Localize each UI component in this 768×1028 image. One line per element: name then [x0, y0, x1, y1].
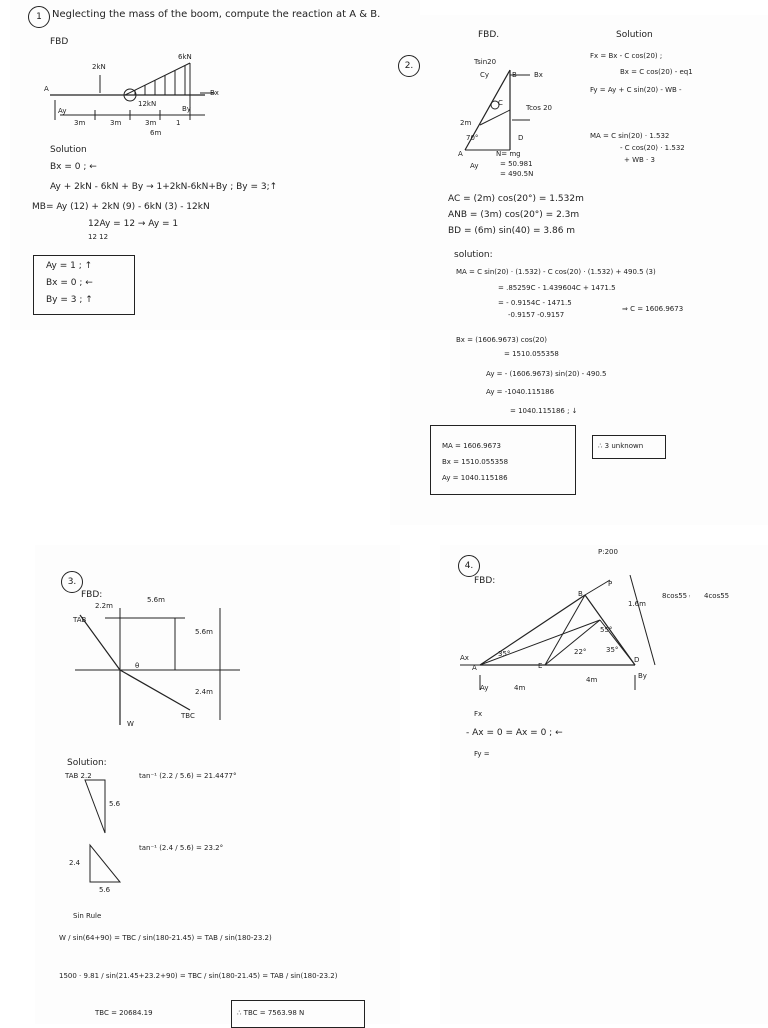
s2: = .85259C - 1.439604C + 1471.5	[498, 284, 616, 292]
by-4: By	[638, 672, 647, 680]
r2: Bx = 1510.055358	[442, 458, 509, 466]
label-2kn: 2kN	[92, 63, 106, 71]
label-ay2: Ay	[470, 162, 479, 170]
label-cy: Cy	[480, 71, 490, 79]
ac-length: AC = (2m) cos(20°) = 1.532m	[448, 194, 584, 204]
bd-length: BD = (6m) sin(40) = 3.86 m	[448, 226, 576, 236]
label-a2: A	[458, 150, 463, 158]
s4: Bx = (1606.9673) cos(20)	[456, 336, 547, 344]
p-4: P	[608, 580, 613, 588]
label-bx: Bx	[210, 89, 219, 97]
e-4: E	[538, 662, 543, 670]
fbd-label-4: FBD:	[474, 576, 496, 586]
label-nmg: N= mg	[496, 150, 521, 158]
tri2-side: 2.4	[69, 859, 81, 867]
p-value: P:200	[598, 548, 618, 556]
l2-4: 8cos55	[662, 592, 688, 600]
d1-3: 2.2m	[95, 602, 113, 610]
l3-4: 4cos55	[704, 592, 730, 600]
ans-ay-1: Ay = 1 ; ↑	[46, 261, 93, 271]
ang3-4: 22°	[574, 648, 587, 656]
problem-number-1: 1	[28, 6, 50, 28]
problem-number-2: 2.	[398, 55, 420, 77]
tri2-base: 5.6	[99, 886, 111, 894]
sr1: W / sin(64+90) = TBC / sin(180-21.45) = TAB / sin(180-23.2)	[59, 934, 272, 942]
d-4: D	[634, 656, 640, 664]
s5: = 1510.055358	[504, 350, 559, 358]
tri1-side: 5.6	[109, 800, 121, 808]
problem-1-title: Neglecting the mass of the boom, compute the reaction at A & B.	[52, 9, 381, 20]
fbd-label-3: FBD:	[81, 590, 103, 600]
s7: Ay = -1040.115186	[486, 388, 555, 396]
s6: Ay = - (1606.9673) sin(20) - 490.5	[486, 370, 607, 378]
label-c: C	[498, 99, 503, 107]
eq-fx-2: Fx = Bx - C cos(20) ;	[590, 52, 663, 60]
label-d3: 3m	[145, 119, 157, 127]
ang4-4: 35°	[606, 646, 619, 654]
solution-label-2: Solution	[616, 30, 653, 40]
triangle-2	[85, 840, 145, 900]
label-ay: Ay	[58, 107, 67, 115]
fx-eq-4: - Ax = 0 = Ax = 0 ; ←	[466, 728, 563, 738]
ang1-4: 35°	[498, 650, 511, 658]
fbd-label-2: FBD.	[478, 30, 500, 40]
eq-ma2-2: - C cos(20) · 1.532	[620, 144, 685, 152]
eq-ma3-2: + WB · 3	[624, 156, 655, 164]
a-4: A	[472, 664, 477, 672]
problem-number-4: 4.	[458, 555, 480, 577]
solution-label-3: Solution:	[67, 758, 107, 768]
eq-mb-1: MB= Ay (12) + 2kN (9) - 6kN (3) - 12kN	[32, 202, 210, 212]
tbc-line: TBC = 20684.19	[95, 1009, 153, 1017]
w-3: W	[127, 720, 134, 728]
truss-diagram	[460, 575, 690, 705]
s8: = 1040.115186 ; ↓	[510, 407, 578, 415]
eq-mb-den: 12 12	[88, 233, 109, 241]
label-6kn: 6kN	[178, 53, 192, 61]
unknown-text: ∴ 3 unknown	[598, 442, 644, 450]
label-d4: 1	[176, 119, 181, 127]
r3: Ay = 1040.115186	[442, 474, 508, 482]
eq-fy-2: Fy = Ay + C sin(20) - WB -	[590, 86, 682, 94]
label-a: A	[44, 85, 49, 93]
d2-3: 5.6m	[147, 596, 165, 604]
cable-diagram	[65, 600, 245, 750]
ay-4: Ay	[480, 684, 489, 692]
ans-by-1: By = 3 ; ↑	[46, 295, 93, 305]
d2-4: 4m	[586, 676, 598, 684]
label-n2: = 490.5N	[500, 170, 534, 178]
label-d: D	[518, 134, 524, 142]
tri1-top: TAB 2.2	[65, 772, 92, 780]
label-2m: 2m	[460, 119, 472, 127]
label-tsin: Tsin20	[474, 58, 497, 66]
solution-label-2b: solution:	[454, 250, 493, 260]
problem-number-3: 3.	[61, 571, 83, 593]
b-4: B	[578, 590, 583, 598]
ans-bx-1: Bx = 0 ; ←	[46, 278, 93, 288]
s3c: ⇒ C = 1606.9673	[622, 305, 684, 313]
tbc-3: TBC	[181, 712, 195, 720]
page-4	[440, 545, 768, 1024]
label-70: 70°	[466, 134, 479, 142]
fx-label-4: Fx	[474, 710, 483, 718]
sin-rule-label: Sin Rule	[73, 912, 102, 920]
fbd-label-1: FBD	[50, 37, 69, 47]
eq-fx-1: Bx = 0 ; ←	[50, 162, 97, 172]
label-by: By	[182, 105, 191, 113]
ang2-4: 55°	[600, 626, 613, 634]
l1-4: 1.6m	[628, 600, 646, 608]
tan1: tan⁻¹ (2.2 / 5.6) = 21.4477°	[139, 772, 237, 780]
sr2: 1500 · 9.81 / sin(21.45+23.2+90) = TBC / sin(180-21.45) = TAB / sin(180-23.2)	[59, 972, 338, 980]
s3: = - 0.9154C - 1471.5	[498, 299, 572, 307]
eq-fx2-2: Bx = C cos(20) - eq1	[620, 68, 693, 76]
ax-4: Ax	[460, 654, 469, 662]
label-d1: 3m	[74, 119, 86, 127]
tbc-answer: ∴ TBC = 7563.98 N	[237, 1009, 305, 1017]
label-tcos: Tcos 20	[526, 104, 552, 112]
theta-3: θ	[135, 662, 140, 670]
s1: MA = C sin(20) · (1.532) - C cos(20) · (1.532) + 490.5 (3)	[456, 268, 656, 276]
d1-4: 4m	[514, 684, 526, 692]
label-total: 6m	[150, 129, 162, 137]
r1: MA = 1606.9673	[442, 442, 501, 450]
anb-length: ANB = (3m) cos(20°) = 2.3m	[448, 210, 580, 220]
page-2	[390, 15, 768, 525]
page-3	[35, 545, 400, 1024]
s3b: -0.9157 -0.9157	[508, 311, 565, 319]
label-bx2: Bx	[534, 71, 543, 79]
label-12kn: 12kN	[138, 100, 157, 108]
tab-3: TAB	[73, 616, 87, 624]
label-d2: 3m	[110, 119, 122, 127]
eq-mb-2: 12Ay = 12 → Ay = 1	[88, 219, 179, 229]
triangle-1	[75, 775, 135, 845]
label-b: B	[512, 71, 517, 79]
tan2: tan⁻¹ (2.4 / 5.6) = 23.2°	[139, 844, 224, 852]
eq-ma-2: MA = C sin(20) · 1.532	[590, 132, 670, 140]
eq-fy-1: Ay + 2kN - 6kN + By → 1+2kN-6kN+By ; By = 3;↑	[50, 182, 278, 192]
d4-3: 2.4m	[195, 688, 213, 696]
page-1	[10, 0, 420, 330]
solution-label-1: Solution	[50, 145, 87, 155]
label-n1: = 50.981	[500, 160, 533, 168]
d3-3: 5.6m	[195, 628, 213, 636]
fy-label-4: Fy =	[474, 750, 490, 758]
